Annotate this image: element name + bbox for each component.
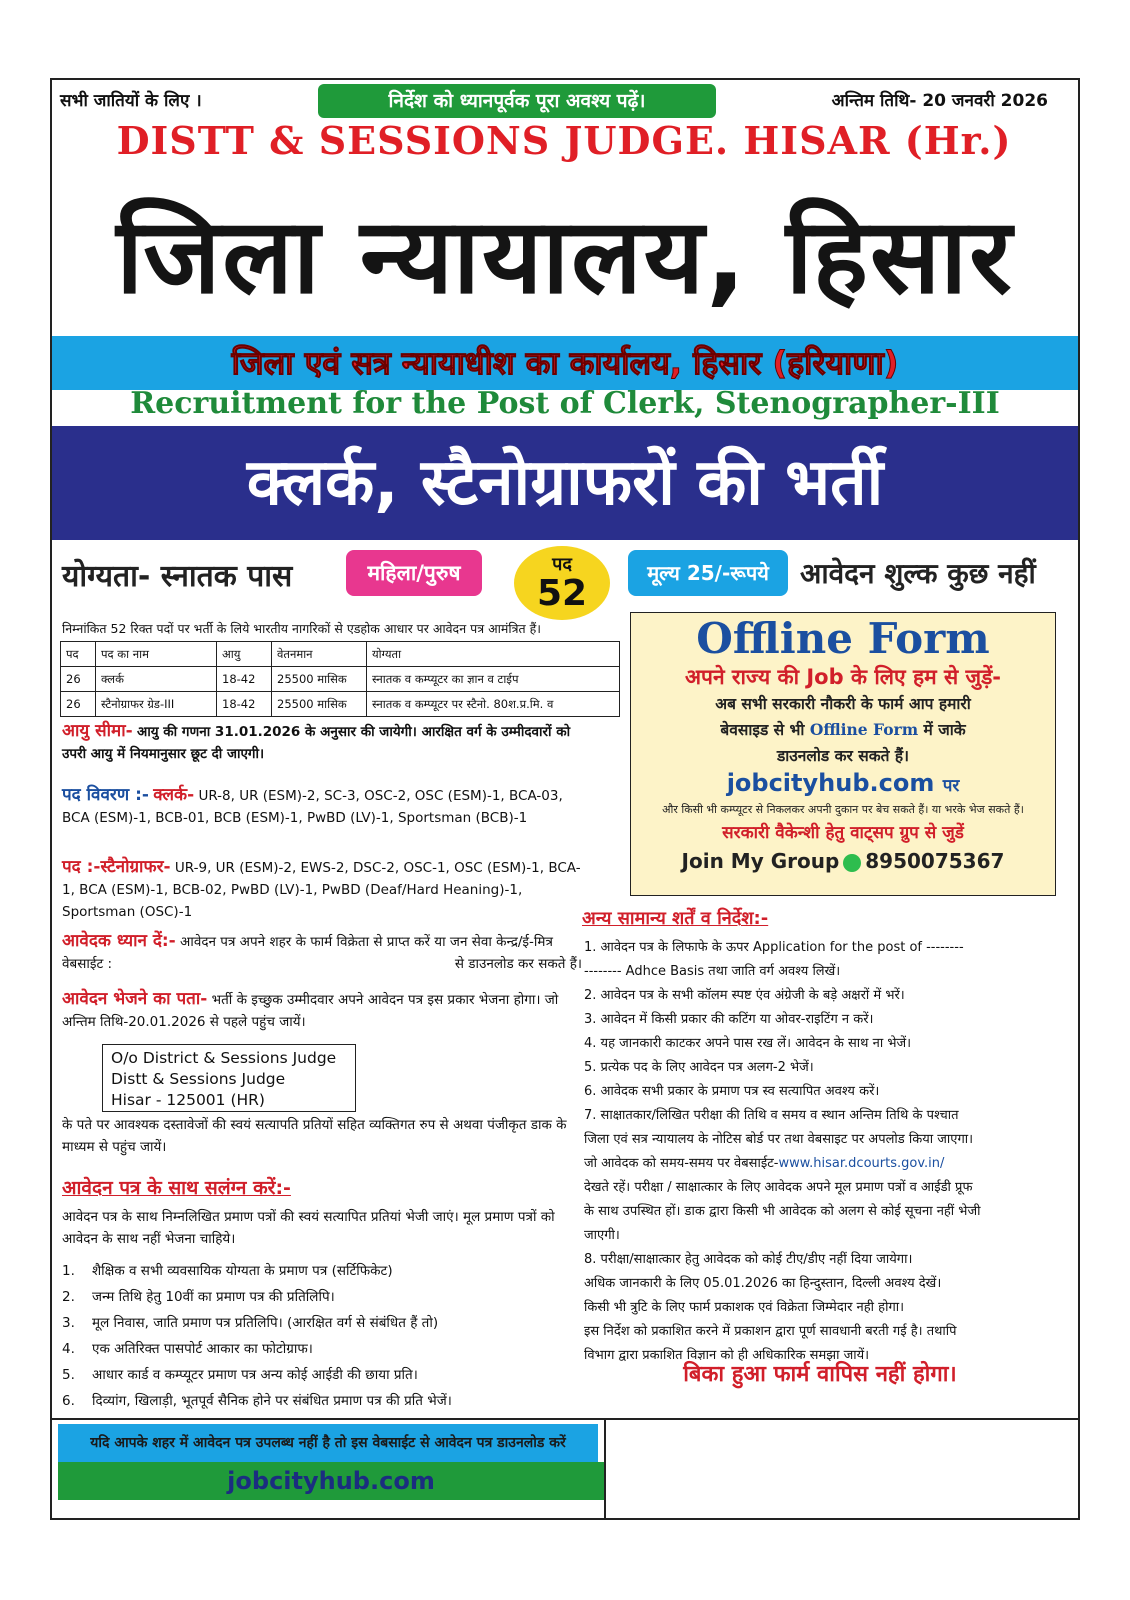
post-details-heading: पद विवरण :- xyxy=(62,785,149,805)
condition-line: 1. आवेदन पत्र के लिफाफे के ऊपर Application for the post of -------- xyxy=(584,940,964,955)
attachments-list xyxy=(62,1258,582,1414)
clerk-heading: क्लर्क- xyxy=(153,785,195,805)
condition-line: देखते रहें। परीक्षा / साक्षात्कार के लिए आवेदक अपने मूल प्रमाण पत्रों व आईडी प्रूफ xyxy=(584,1180,973,1195)
table-cell: 25500 मासिक xyxy=(272,692,367,717)
recruitment-notice xyxy=(50,78,1080,1520)
list-item xyxy=(62,1362,582,1388)
office-band: जिला एवं सत्र न्यायाधीश का कार्यालय, हिसार (हरियाणा) xyxy=(52,336,1078,390)
table-header-cell: पद का नाम xyxy=(96,642,217,667)
english-court-title: DISTT & SESSIONS JUDGE. HISAR (Hr.) xyxy=(116,118,1012,163)
join-group-text: Join My Group xyxy=(681,849,840,873)
phone-number: 8950075367 xyxy=(865,849,1005,873)
join-group-line xyxy=(631,846,1055,876)
send-address-text: भर्ती के इच्छुक उम्मीदवार अपने आवेदन पत्र इस प्रकार भेजना होगा। जो अन्तिम तिथि-20.01.2026 से पहले पहुंच जायें। xyxy=(62,992,559,1030)
list-item xyxy=(62,1258,582,1284)
condition-line: किसी भी त्रुटि के लिए फार्म प्रकाशक एवं विक्रेता जिम्मेदार नही होगा। xyxy=(584,1300,905,1315)
offline-line-4: डाउनलोड कर सकते हैं। xyxy=(777,747,909,765)
address-line: Distt & Sessions Judge xyxy=(111,1070,286,1088)
condition-link-prefix: जो आवेदक को समय-समय पर वेबसाईट- xyxy=(584,1156,779,1171)
list-item xyxy=(62,1336,582,1362)
list-item-number: 6. xyxy=(62,1393,75,1409)
send-address-section xyxy=(62,988,582,1033)
other-conditions-list xyxy=(584,936,1058,1368)
address-line: Hisar - 125001 (HR) xyxy=(111,1091,265,1109)
offline-website-suffix: पर xyxy=(942,776,960,796)
offline-line-3 xyxy=(631,717,1055,743)
post-count-label: पद xyxy=(552,554,572,575)
attachments-heading: आवेदन पत्र के साथ सलंग्न करें:- xyxy=(62,1177,291,1199)
offline-website-line xyxy=(631,769,1055,800)
list-item xyxy=(62,1284,582,1310)
table-cell: स्नातक व कम्प्यूटर पर स्टैनो. 80श.प्र.मि. व xyxy=(367,692,620,717)
condition-line: 2. आवेदन पत्र के सभी कॉलम स्पष्ट एंव अंग्रेजी के बड़े अक्षरों में भरें। xyxy=(584,988,905,1003)
list-item-text: एक अतिरिक्त पासपोर्ट आकार का फोटोग्राफ। xyxy=(92,1341,313,1357)
all-castes-note: सभी जातियों के लिए । xyxy=(60,91,202,111)
whatsapp-icon xyxy=(843,854,861,872)
other-conditions-heading: अन्य सामान्य शर्तें व निर्देश:- xyxy=(582,908,769,929)
list-item-text: आधार कार्ड व कम्प्यूटर प्रमाण पत्र अन्य कोई आईडी की छाया प्रति। xyxy=(92,1367,418,1383)
table-header-cell: वेतनमान xyxy=(272,642,367,667)
steno-heading: पद :-स्टैनोग्राफर- xyxy=(62,857,171,877)
bottom-download-note: यदि आपके शहर में आवेदन पत्र उपलब्ध नहीं है तो इस वेबसाईट से आवेदन पत्र डाउनलोड करें xyxy=(58,1424,598,1462)
gender-badge: महिला/पुरुष xyxy=(346,550,482,596)
offline-line-2: अब सभी सरकारी नौकरी के फार्म आप हमारी xyxy=(715,695,971,713)
table-cell: 26 xyxy=(61,667,96,692)
bottom-divider xyxy=(52,1418,1078,1420)
table-cell: स्टैनोग्राफर ग्रेड-III xyxy=(96,692,217,717)
age-limit-section xyxy=(62,720,582,765)
offline-website-link[interactable]: jobcityhub.com xyxy=(726,769,935,797)
table-cell: क्लर्क xyxy=(96,667,217,692)
recruitment-english-title: Recruitment for the Post of Clerk, Stenographer-III xyxy=(130,386,1000,421)
bottom-website-link[interactable]: jobcityhub.com xyxy=(58,1462,604,1500)
offline-form-box xyxy=(630,612,1056,896)
offline-small-note: और किसी भी कम्प्यूटर से निकलकर अपनी दुकान पर बेच सकते हैं। या भरके भेज सकते हैं। xyxy=(662,803,1024,816)
last-date: अन्तिम तिथि- 20 जनवरी 2026 xyxy=(831,91,1048,111)
list-item-text: मूल निवास, जाति प्रमाण पत्र प्रतिलिपि। (आरक्षित वर्ग से संबंधित हैं तो) xyxy=(92,1315,439,1331)
list-item-number: 4. xyxy=(62,1341,75,1357)
attachments-intro: आवेदन पत्र के साथ निम्नलिखित प्रमाण पत्रों की स्वयं सत्यापित प्रतियां भेजी जाएं। मूल प्रमाण पत्रों को आवेदन के साथ नहीं भेजना चाहिये। xyxy=(62,1209,555,1247)
table-cell: 18-42 xyxy=(217,692,272,717)
condition-line-with-link xyxy=(584,1152,1058,1176)
condition-line: -------- Adhce Basis तथा जाति वर्ग अवश्य लिखें। xyxy=(584,964,841,979)
condition-line: 8. परीक्षा/साक्षात्कार हेतु आवेदक को कोई टीए/डीए नहीं दिया जायेगा। xyxy=(584,1252,913,1267)
list-item-text: दिव्यांग, खिलाड़ी, भूतपूर्व सैनिक होने पर संबंधित प्रमाण पत्र की प्रति भेजें। xyxy=(92,1393,452,1409)
no-return-notice: बिका हुआ फार्म वापिस नहीं होगा। xyxy=(683,1362,957,1387)
list-item-text: जन्म तिथि हेतु 10वीं का प्रमाण पत्र की प्रतिलिपि। xyxy=(92,1289,335,1305)
list-item-number: 2. xyxy=(62,1289,75,1305)
condition-line: 4. यह जानकारी काटकर अपने पास रख लें। आवेदन के साथ ना भेजें। xyxy=(584,1036,912,1051)
table-cell: 26 xyxy=(61,692,96,717)
table-header-row xyxy=(61,642,620,667)
table-header-cell: योग्यता xyxy=(367,642,620,667)
applicant-note-heading: आवेदक ध्यान दें:- xyxy=(62,931,176,951)
whatsapp-group-line: सरकारी वैकेन्शी हेतु वाट्सप ग्रुप से जुडें xyxy=(722,823,964,843)
clerk-breakdown: UR-8, UR (ESM)-2, SC-3, OSC-2, OSC (ESM)-1, BCA-03, BCA (ESM)-1, BCB-01, BCB (ESM)-1, PwBD (LV)-1, Sportsman (BCB)-1 xyxy=(62,788,563,826)
qualification-label: योग्यता- स्नातक पास xyxy=(62,559,293,594)
condition-line: 6. आवेदक सभी प्रकार के प्रमाण पत्र स्व सत्यापित अवश्य करें। xyxy=(584,1084,880,1099)
offline-line-3a: बेवसाइड से भी xyxy=(720,721,805,739)
offline-line-3c: में जाके xyxy=(923,721,966,739)
table-cell: 18-42 xyxy=(217,667,272,692)
offline-line-3b: Offline Form xyxy=(809,720,919,739)
price-badge: मूल्य 25/-रूपये xyxy=(628,550,788,596)
table-header-cell: आयु xyxy=(217,642,272,667)
address-line: O/o District & Sessions Judge xyxy=(111,1049,337,1067)
table-cell: 25500 मासिक xyxy=(272,667,367,692)
table-row xyxy=(61,667,620,692)
hindi-court-title: जिला न्यायालय, हिसार xyxy=(116,195,1014,317)
application-fee: आवेदन शुल्क कुछ नहीं xyxy=(800,557,1036,590)
age-limit-text: आयु की गणना 31.01.2026 के अनुसार की जायेगी। आरक्षित वर्ग के उम्मीदवारों को उपरी आयु में नियमानुसार छूट दी जाएगी। xyxy=(62,724,571,762)
after-address-text: के पते पर आवश्यक दस्तावेजों की स्वयं सत्यापति प्रतियों सहित व्यक्तिगत रुप से अथवा पंजीकृत डाक के माध्यम से पहुंच जायें। xyxy=(62,1117,567,1155)
intro-text: निम्नांकित 52 रिक्त पदों पर भर्ती के लिये भारतीय नागरिकों से एडहोक आधार पर आवेदन पत्र आमंत्रित हैं। xyxy=(62,621,541,636)
posts-table xyxy=(60,641,620,717)
post-count-badge xyxy=(514,546,610,620)
condition-line: के साथ उपस्थित हों। डाक द्वारा किसी भी आवेदक को अलग से कोई सूचना नहीं भेजी xyxy=(584,1204,981,1219)
address-box xyxy=(102,1044,356,1112)
condition-line: 5. प्रत्येक पद के लिए आवेदन पत्र अलग-2 भेजें। xyxy=(584,1060,814,1075)
recruitment-hindi-title: क्लर्क, स्टैनोग्राफरों की भर्ती xyxy=(52,426,1078,540)
bottom-vertical-divider xyxy=(604,1418,606,1520)
court-website-link[interactable]: www.hisar.dcourts.gov.in/ xyxy=(778,1156,945,1171)
applicant-note-text-2: से डाउनलोड कर सकते हैं। xyxy=(454,956,582,972)
list-item-number: 5. xyxy=(62,1367,75,1383)
post-count-value: 52 xyxy=(536,573,588,614)
condition-line: इस निर्देश को प्रकाशित करने में प्रकाशन द्वारा पूर्ण सावधानी बरती गई है। तथापि xyxy=(584,1324,957,1339)
table-header-cell: पद xyxy=(61,642,96,667)
steno-details-section xyxy=(62,856,582,923)
list-item-number: 3. xyxy=(62,1315,75,1331)
offline-join-line: अपने राज्य की Job के लिए हम से जुड़ें- xyxy=(684,665,1002,689)
clerk-details-section xyxy=(62,784,582,829)
send-address-heading: आवेदन भेजने का पता- xyxy=(62,989,208,1009)
condition-line: अधिक जानकारी के लिए 05.01.2026 का हिन्दुस्तान, दिल्ली अवश्य देखें। xyxy=(584,1276,942,1291)
list-item xyxy=(62,1310,582,1336)
condition-line: जाएगी। xyxy=(584,1228,620,1243)
list-item-number: 1. xyxy=(62,1263,75,1279)
steno-breakdown: UR-9, UR (ESM)-2, EWS-2, DSC-2, OSC-1, OSC (ESM)-1, BCA-1, BCA (ESM)-1, BCB-02, PwBD (LV)-1, PwBD (Deaf/Hard Heaning)-1, Sportsman (OSC)-1 xyxy=(62,860,581,920)
condition-line: 7. साक्षातकार/लिखित परीक्षा की तिथि व समय व स्थान अन्तिम तिथि के पश्चात xyxy=(584,1108,959,1123)
age-limit-heading: आयु सीमा- xyxy=(62,721,133,741)
condition-line: 3. आवेदन में किसी प्रकार की कटिंग या ओवर-राइटिंग न करें। xyxy=(584,1012,874,1027)
condition-line: जिला एवं सत्र न्यायालय के नोटिस बोर्ड पर तथा वेबसाइट पर अपलोड किया जाएगा। xyxy=(584,1132,974,1147)
table-cell: स्नातक व कम्प्यूटर का ज्ञान व टाईप xyxy=(367,667,620,692)
applicant-note-section xyxy=(62,930,582,975)
list-item-text: शैक्षिक व सभी व्यवसायिक योग्यता के प्रमाण पत्र (सर्टिफिकेट) xyxy=(92,1263,393,1279)
applicant-note-text: आवेदन पत्र अपने शहर के फार्म विक्रेता से प्राप्त करें या जन सेवा केन्द्र/ई-मित्र वेबसाईट : xyxy=(62,934,553,972)
offline-form-title: Offline Form xyxy=(696,614,990,663)
table-row xyxy=(61,692,620,717)
list-item xyxy=(62,1388,582,1414)
read-instructions-banner: निर्देश को ध्यानपूर्वक पूरा अवश्य पढ़ें। xyxy=(318,84,716,118)
condition-line: विभाग द्वारा प्रकाशित विज्ञान को ही अधिकारिक समझा जायें। xyxy=(584,1348,870,1363)
